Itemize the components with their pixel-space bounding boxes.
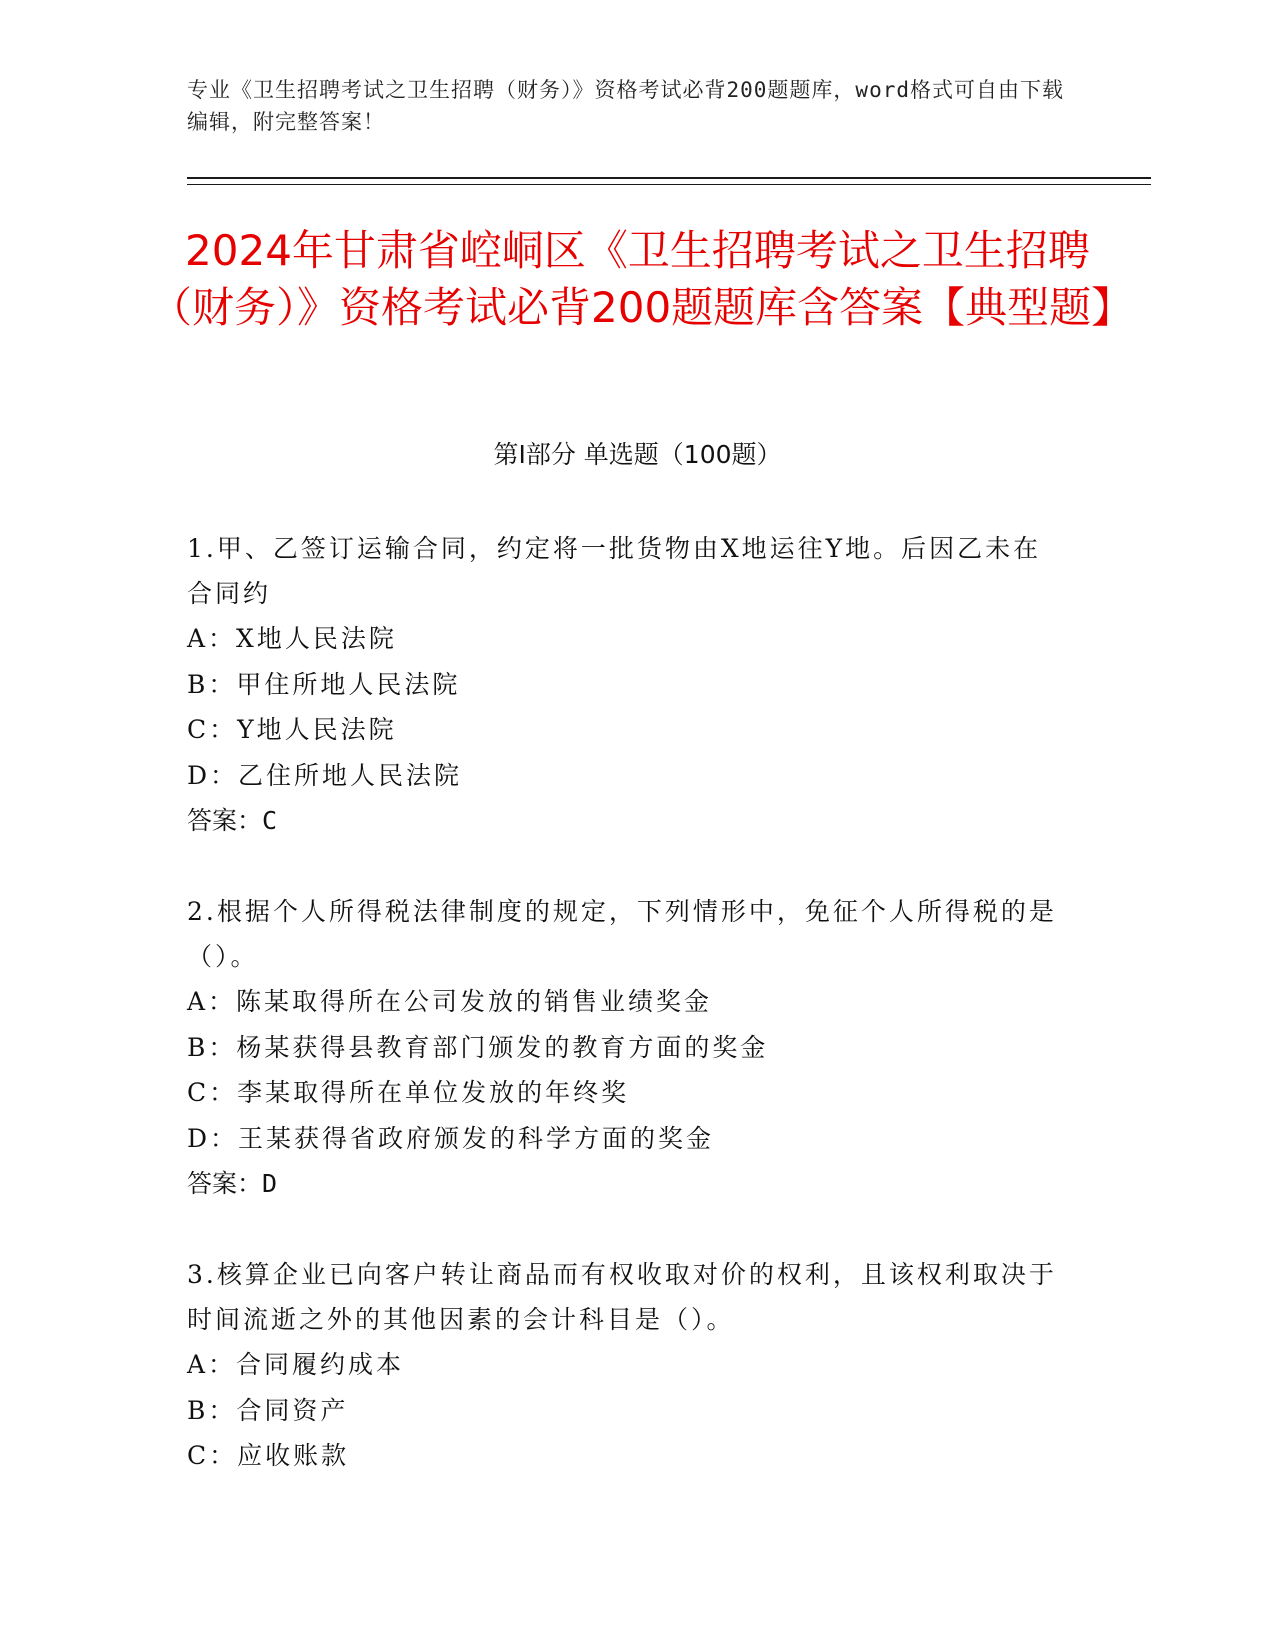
answer-value: D bbox=[262, 1169, 278, 1198]
option-d: D：王某获得省政府颁发的科学方面的奖金 bbox=[187, 1123, 715, 1153]
header-note: 专业《卫生招聘考试之卫生招聘（财务）》资格考试必背200题题库，word格式可自由下载编辑，附完整答案！ bbox=[187, 78, 1064, 134]
question-2 bbox=[187, 889, 1067, 1206]
question-list bbox=[187, 526, 1067, 1525]
option-c: C：Y地人民法院 bbox=[187, 715, 397, 744]
document-title: 2024年甘肃省崆峒区《卫生招聘考试之卫生招聘（财务）》资格考试必背200题题库含答案【典型题】 bbox=[150, 226, 1134, 332]
option-b: B：合同资产 bbox=[187, 1395, 349, 1425]
question-stem: 1.甲、乙签订运输合同，约定将一批货物由X地运往Y地。后因乙未在合同约 bbox=[187, 534, 1042, 608]
option-b: B：杨某获得县教育部门颁发的教育方面的奖金 bbox=[187, 1032, 769, 1062]
answer-line bbox=[187, 798, 1067, 843]
question-1 bbox=[187, 526, 1067, 843]
option-a: A：X地人民法院 bbox=[187, 624, 397, 653]
section-heading: 第Ⅰ部分 单选题（100题） bbox=[493, 440, 782, 469]
question-stem: 3.核算企业已向客户转让商品而有权收取对价的权利，且该权利取决于时间流逝之外的其他因素的会计科目是（）。 bbox=[187, 1260, 1057, 1334]
header-divider-thin bbox=[187, 184, 1151, 185]
answer-label: 答案： bbox=[187, 1169, 263, 1198]
option-c: C：李某取得所在单位发放的年终奖 bbox=[187, 1078, 630, 1107]
option-a: A：合同履约成本 bbox=[187, 1350, 405, 1379]
option-a: A：陈某取得所在公司发放的销售业绩奖金 bbox=[187, 987, 713, 1016]
answer-label: 答案： bbox=[187, 806, 263, 835]
header-divider-thick bbox=[187, 177, 1151, 179]
answer-value: C bbox=[262, 806, 278, 835]
answer-line bbox=[187, 1161, 1067, 1206]
option-b: B：甲住所地人民法院 bbox=[187, 669, 461, 699]
option-c: C：应收账款 bbox=[187, 1441, 350, 1470]
option-d: D：乙住所地人民法院 bbox=[187, 760, 463, 790]
question-3 bbox=[187, 1252, 1067, 1479]
question-stem: 2.根据个人所得税法律制度的规定，下列情形中，免征个人所得税的是（）。 bbox=[187, 897, 1057, 971]
